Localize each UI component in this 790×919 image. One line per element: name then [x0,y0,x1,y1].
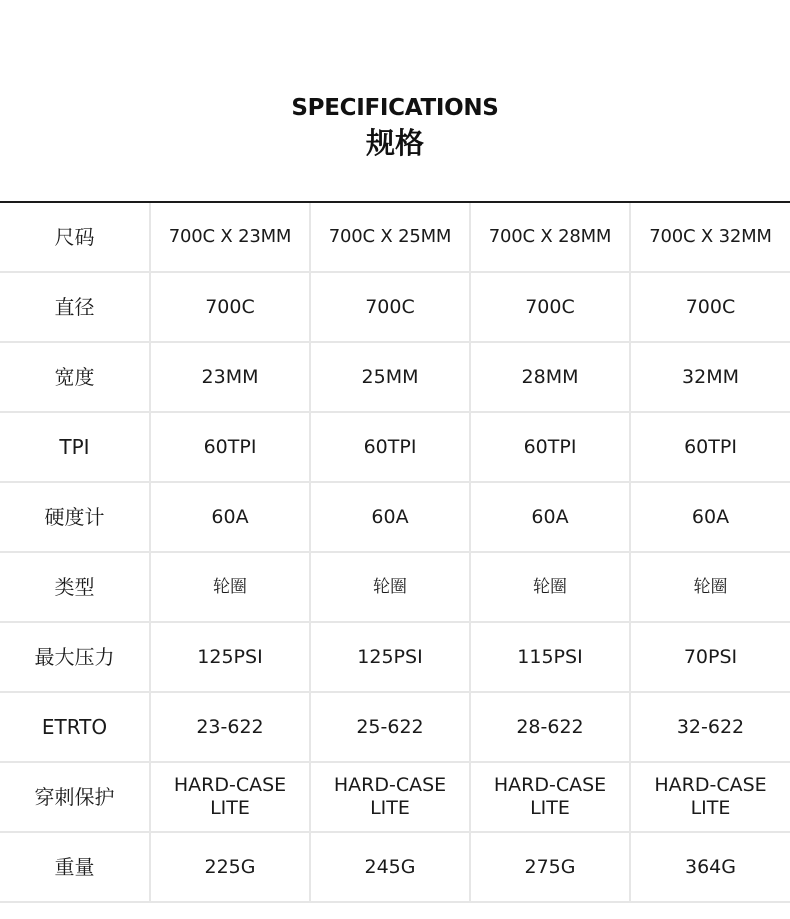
spec-cell-line: HARD-CASE [493,774,607,796]
spec-cell: 275G [470,832,630,902]
spec-row-weight [0,832,790,902]
spec-cell: 245G [310,832,470,902]
spec-header [0,93,790,161]
row-label: TPI [0,412,150,482]
spec-cell-line: HARD-CASE [333,774,447,796]
spec-cell: 700C [630,272,790,342]
spec-cell: 700C [310,272,470,342]
spec-cell-line: HARD-CASE [654,774,767,796]
row-label: 宽度 [0,342,150,412]
spec-cell: 700C X 32MM [630,202,790,272]
spec-cell: 轮圈 [310,552,470,622]
row-label: ETRTO [0,692,150,762]
spec-cell: 60TPI [470,412,630,482]
spec-row-tpi [0,412,790,482]
spec-cell: 700C [150,272,310,342]
spec-cell [150,762,310,832]
page-subtitle-cn: 规格 [365,126,424,160]
spec-cell: 70PSI [630,622,790,692]
spec-cell: 700C [470,272,630,342]
spec-cell-line: HARD-CASE [173,774,287,796]
spec-cell [470,762,630,832]
spec-cell: 28MM [470,342,630,412]
spec-cell: 轮圈 [150,552,310,622]
spec-cell: 60A [470,482,630,552]
spec-cell-line: LITE [210,797,250,819]
spec-cell-line: LITE [370,797,410,819]
row-label: 最大压力 [0,622,150,692]
page-title: SPECIFICATIONS [291,95,499,121]
spec-cell: 225G [150,832,310,902]
spec-cell: 轮圈 [470,552,630,622]
spec-cell: 23MM [150,342,310,412]
spec-cell: 125PSI [150,622,310,692]
spec-row-durometer [0,482,790,552]
row-label: 直径 [0,272,150,342]
spec-cell: 125PSI [310,622,470,692]
row-label: 硬度计 [0,482,150,552]
row-label: 尺码 [0,202,150,272]
spec-cell: 轮圈 [630,552,790,622]
spec-row-puncture-protection [0,762,790,832]
spec-cell: 25-622 [310,692,470,762]
spec-cell: 32-622 [630,692,790,762]
spec-row-size [0,202,790,272]
spec-cell [630,762,790,832]
spec-cell: 60TPI [630,412,790,482]
spec-row-width [0,342,790,412]
spec-cell-line: LITE [690,797,731,819]
spec-row-type [0,552,790,622]
spec-cell: 60TPI [150,412,310,482]
row-label: 穿刺保护 [0,762,150,832]
spec-cell: 700C X 25MM [310,202,470,272]
spec-row-max-pressure [0,622,790,692]
spec-cell [310,762,470,832]
spec-cell: 28-622 [470,692,630,762]
spec-cell: 32MM [630,342,790,412]
spec-cell: 700C X 23MM [150,202,310,272]
spec-cell: 25MM [310,342,470,412]
row-label: 重量 [0,832,150,902]
spec-cell: 60A [150,482,310,552]
spec-row-diameter [0,272,790,342]
spec-cell-line: LITE [530,797,570,819]
spec-row-etrto [0,692,790,762]
spec-cell: 23-622 [150,692,310,762]
spec-cell: 115PSI [470,622,630,692]
spec-cell: 700C X 28MM [470,202,630,272]
spec-cell: 60A [310,482,470,552]
row-label: 类型 [0,552,150,622]
spec-cell: 60TPI [310,412,470,482]
spec-table [0,201,790,903]
spec-cell: 364G [630,832,790,902]
spec-cell: 60A [630,482,790,552]
